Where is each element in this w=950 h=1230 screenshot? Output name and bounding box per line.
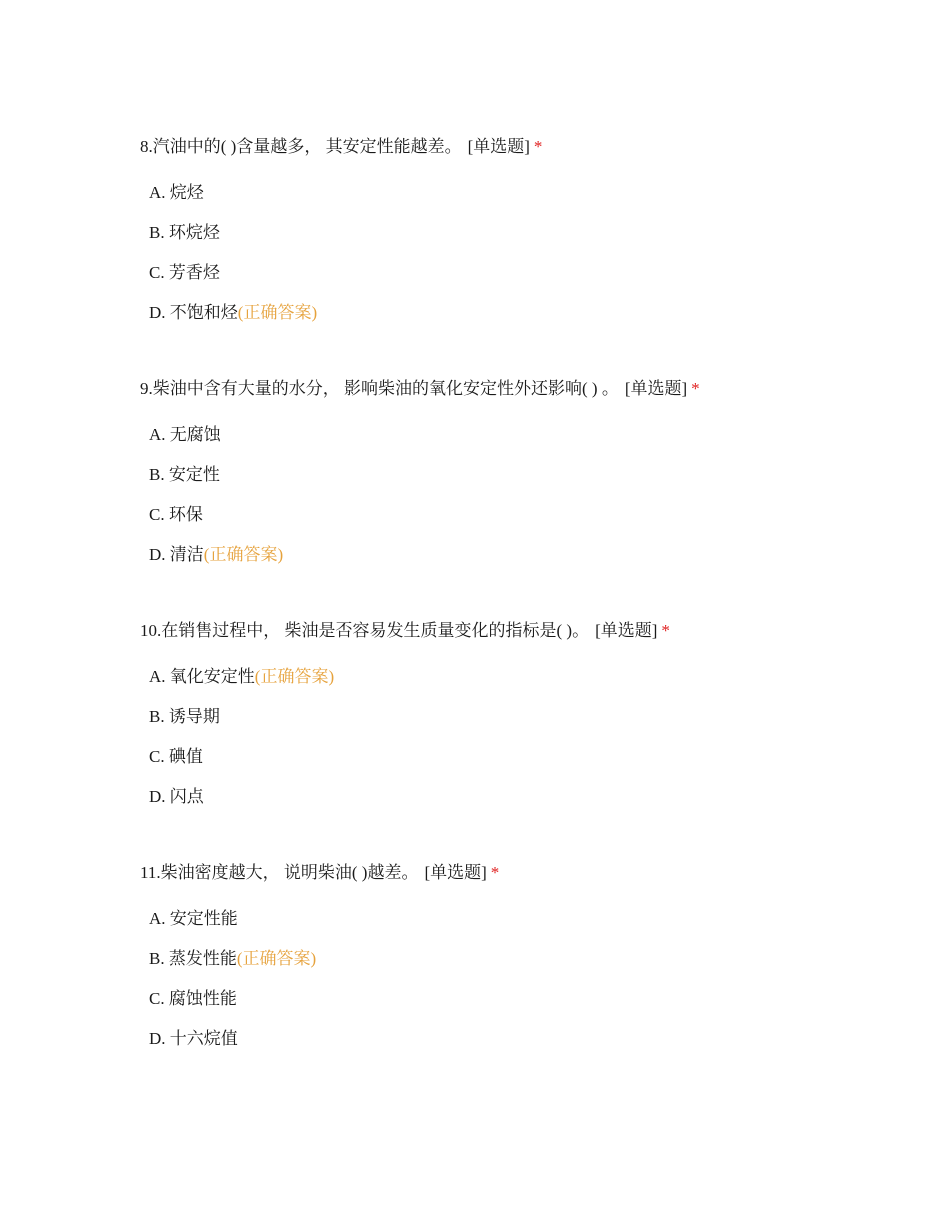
question-8 (140, 135, 900, 325)
option-d (149, 301, 900, 325)
question-9 (140, 377, 900, 567)
correct-answer-tag: (正确答案) (203, 545, 284, 564)
correct-answer-tag: (正确答案) (237, 303, 318, 322)
option-a (149, 181, 900, 205)
option-text: C. 碘值 (149, 747, 203, 766)
question-text: 11.柴油密度越大， 说明柴油( )越差。 (140, 863, 419, 882)
option-text: A. 无腐蚀 (149, 425, 221, 444)
option-c (149, 987, 900, 1011)
question-text: 8.汽油中的( )含量越多， 其安定性能越差。 (140, 137, 462, 156)
option-b (149, 705, 900, 729)
option-c (149, 261, 900, 285)
required-marker: * (661, 621, 670, 640)
option-text: D. 闪点 (149, 787, 204, 806)
correct-answer-tag: (正确答案) (236, 949, 317, 968)
question-text: 10.在销售过程中， 柴油是否容易发生质量变化的指标是( )。 (140, 621, 590, 640)
required-marker: * (490, 863, 500, 882)
question-type-label: [单选题] (424, 863, 487, 882)
option-d (149, 785, 900, 809)
option-d (149, 1027, 900, 1051)
option-list (140, 181, 900, 325)
option-a (149, 665, 900, 689)
option-c (149, 503, 900, 527)
option-d (149, 543, 900, 567)
option-text: C. 腐蚀性能 (149, 989, 237, 1008)
option-text: B. 环烷烃 (149, 223, 220, 242)
option-b (149, 947, 900, 971)
option-text: C. 环保 (149, 505, 203, 524)
question-title (140, 619, 900, 643)
correct-answer-tag: (正确答案) (254, 667, 335, 686)
question-text: 9.柴油中含有大量的水分， 影响柴油的氧化安定性外还影响( ) 。 (140, 379, 619, 398)
question-type-label: [单选题] (467, 137, 530, 156)
option-c (149, 745, 900, 769)
option-list (140, 665, 900, 809)
option-a (149, 423, 900, 447)
question-type-label: [单选题] (595, 621, 658, 640)
option-b (149, 221, 900, 245)
question-title (140, 135, 900, 159)
option-text: D. 清洁 (149, 545, 204, 564)
option-text: B. 蒸发性能 (149, 949, 237, 968)
option-text: D. 不饱和烃 (149, 303, 238, 322)
option-a (149, 907, 900, 931)
option-text: A. 氧化安定性 (149, 667, 255, 686)
question-10 (140, 619, 900, 809)
option-text: B. 诱导期 (149, 707, 220, 726)
option-text: D. 十六烷值 (149, 1029, 238, 1048)
option-list (140, 423, 900, 567)
option-text: B. 安定性 (149, 465, 220, 484)
option-text: A. 安定性能 (149, 909, 238, 928)
question-title (140, 377, 900, 401)
required-marker: * (533, 137, 543, 156)
question-type-label: [单选题] (624, 379, 688, 398)
question-11 (140, 861, 900, 1051)
option-b (149, 463, 900, 487)
option-text: C. 芳香烃 (149, 263, 220, 282)
required-marker: * (691, 379, 700, 398)
option-text: A. 烷烃 (149, 183, 204, 202)
option-list (140, 907, 900, 1051)
question-title (140, 861, 900, 885)
